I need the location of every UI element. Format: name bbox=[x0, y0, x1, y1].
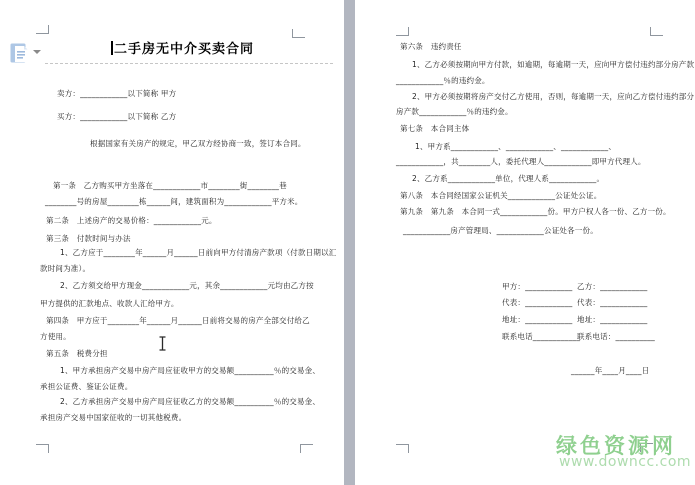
contract-line: 2、甲方必须按期将房产交付乙方使用，否则，每逾期一天，应向乙方偿付违约部分 bbox=[412, 92, 695, 101]
document-title-text: 二手房无中介买卖合同 bbox=[114, 42, 255, 57]
contract-line: ________号的房屋________栋______间，建筑面积为____________平方米。 bbox=[45, 197, 303, 206]
contract-line: 1、乙方必须按期向甲方付款，如逾期，每逾期一天，应向甲方偿付违约部分房产款 bbox=[412, 60, 695, 69]
contract-line: 第九条 第九条 本合同一式____________份。甲方户权人各一份、乙方一份。 bbox=[400, 207, 671, 216]
watermark-site-name: 绿色资源网 bbox=[556, 434, 676, 458]
document-page-1[interactable] bbox=[0, 0, 344, 485]
signature-party-a-name: 甲方：____________ bbox=[502, 282, 573, 291]
watermark-site-url: www.downcc.com bbox=[559, 454, 692, 470]
margin-crop-mark bbox=[36, 25, 49, 34]
paste-options-button[interactable] bbox=[10, 42, 44, 66]
document-page-2[interactable] bbox=[355, 0, 695, 485]
contract-line: ____________，共________人，委托代理人____________即甲方代理人。 bbox=[396, 157, 646, 166]
margin-crop-mark bbox=[650, 27, 663, 36]
margin-crop-mark bbox=[396, 444, 409, 453]
chevron-down-icon[interactable] bbox=[33, 50, 41, 54]
page-gap bbox=[344, 0, 355, 485]
contract-line: 第六条 违约责任 bbox=[400, 42, 462, 51]
contract-line: 房产款____________％的违约金。 bbox=[396, 107, 513, 116]
contract-line: 第二条 上述房产的交易价格：____________元。 bbox=[46, 216, 217, 225]
signature-date-line: ______年____月____日 bbox=[571, 366, 650, 375]
contract-line-seller: 卖方：____________以下简称 甲方 bbox=[57, 89, 177, 98]
contract-line: 款时间为准）。 bbox=[40, 264, 91, 273]
i-beam-cursor-icon bbox=[158, 336, 167, 355]
margin-crop-mark bbox=[300, 444, 313, 453]
contract-line-buyer: 买方：____________以下简称 乙方 bbox=[57, 112, 177, 121]
contract-line-intro: 根据国家有关房产的规定，甲乙双方经协商一致，签订本合同。 bbox=[90, 139, 306, 148]
title-separator-dashed-line bbox=[45, 63, 333, 64]
contract-line: 2、乙方承担房产交易中房产局应征收乙方的交易额__________％的交易金、 bbox=[60, 397, 321, 406]
contract-line: 1、甲方系____________、____________、____________、 bbox=[415, 142, 617, 151]
contract-line: 1、甲方承担房产交易中房产局应征收甲方的交易额__________％的交易金、 bbox=[60, 366, 321, 375]
contract-line: ____________房产管理局、____________公证处各一份。 bbox=[403, 226, 598, 235]
contract-line: 第七条 本合同主体 bbox=[400, 124, 470, 133]
contract-line: 2、乙方须交给甲方现金____________元，其余____________元均由乙方按 bbox=[60, 281, 314, 290]
signature-party-b-phone: 联系电话：__________ bbox=[577, 332, 655, 341]
contract-line: 2、乙方系____________单位，代理人系____________。 bbox=[412, 174, 605, 183]
signature-party-b-rep: 代表：____________ bbox=[577, 298, 648, 307]
margin-crop-mark bbox=[292, 29, 305, 38]
clipboard-paste-icon bbox=[10, 49, 31, 68]
contract-line: 第三条 付款时间与办法 bbox=[46, 234, 131, 243]
signature-party-a-rep: 代表：____________ bbox=[502, 298, 573, 307]
signature-party-a-phone: 联系电话____________ bbox=[502, 332, 581, 341]
signature-party-b-name: 乙方：____________ bbox=[577, 282, 648, 291]
contract-line: 甲方提供的汇款地点、收款人汇给甲方。 bbox=[40, 299, 179, 308]
margin-crop-mark bbox=[36, 444, 49, 453]
contract-line: 第八条 本合同经国家公证机关____________公证处公证。 bbox=[400, 191, 602, 200]
contract-line: ____________％的违约金。 bbox=[396, 76, 490, 85]
contract-line: 第四条 甲方应于________年______月______日前将交易的房产全部交付给乙 bbox=[46, 316, 310, 325]
text-insertion-caret-icon bbox=[111, 41, 113, 55]
contract-line: 第五条 税费分担 bbox=[46, 349, 108, 358]
contract-line: 承担房产交易中国家征收的一切其他税费。 bbox=[40, 413, 187, 422]
signature-party-a-address: 地址：____________ bbox=[502, 315, 573, 324]
signature-party-b-address: 地址：____________ bbox=[577, 315, 648, 324]
document-title bbox=[111, 38, 254, 57]
contract-line: 第一条 乙方购买甲方坐落在____________市________街________巷 bbox=[53, 181, 287, 190]
margin-crop-mark bbox=[396, 27, 409, 36]
contract-line: 1、乙方应于________年______月______日前向甲方付清房产款项（付款日期以汇 bbox=[60, 248, 337, 257]
contract-line: 方使用。 bbox=[40, 332, 71, 341]
contract-line: 承担公证费、鉴证公证费。 bbox=[40, 382, 133, 391]
